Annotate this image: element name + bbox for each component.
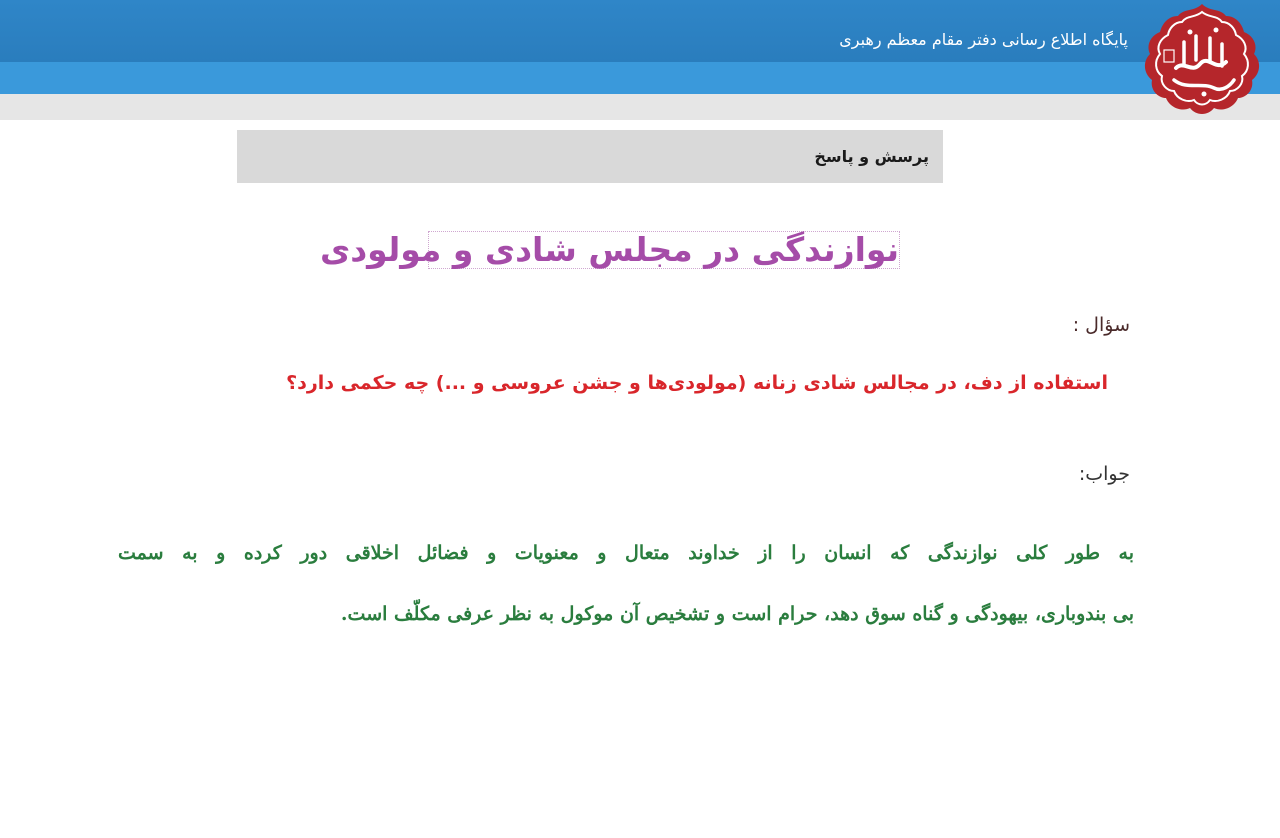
answer-line: بی بندوباری، بیهودگی و گناه سوق دهد، حرام است و تشخیص آن موکول به نظر عرفی مکلّف است. xyxy=(340,603,1134,625)
section-label: پرسش و پاسخ xyxy=(814,147,929,166)
article-title: نوازندگی در مجلس شادی و مولودی xyxy=(319,230,899,269)
header-strip xyxy=(0,94,1280,120)
question-label: سؤال : xyxy=(1072,314,1130,336)
site-title[interactable]: پایگاه اطلاع رسانی دفتر مقام معظم رهبری xyxy=(839,30,1128,49)
question-text: استفاده از دف، در مجالس شادی زنانه (مولودی‌ها و جشن عروسی و ...) چه حکمی دارد؟ xyxy=(286,372,1108,394)
answer-line: به طور کلی نوازندگی که انسان را از خداوند متعال و معنویات و فضائل اخلاقی دور کرده و به سمت xyxy=(118,542,1134,564)
answer-label: جواب: xyxy=(1078,463,1130,485)
calligraphy-seal-logo-icon[interactable] xyxy=(1140,2,1264,118)
header-band xyxy=(0,62,1280,94)
section-header xyxy=(237,130,943,183)
